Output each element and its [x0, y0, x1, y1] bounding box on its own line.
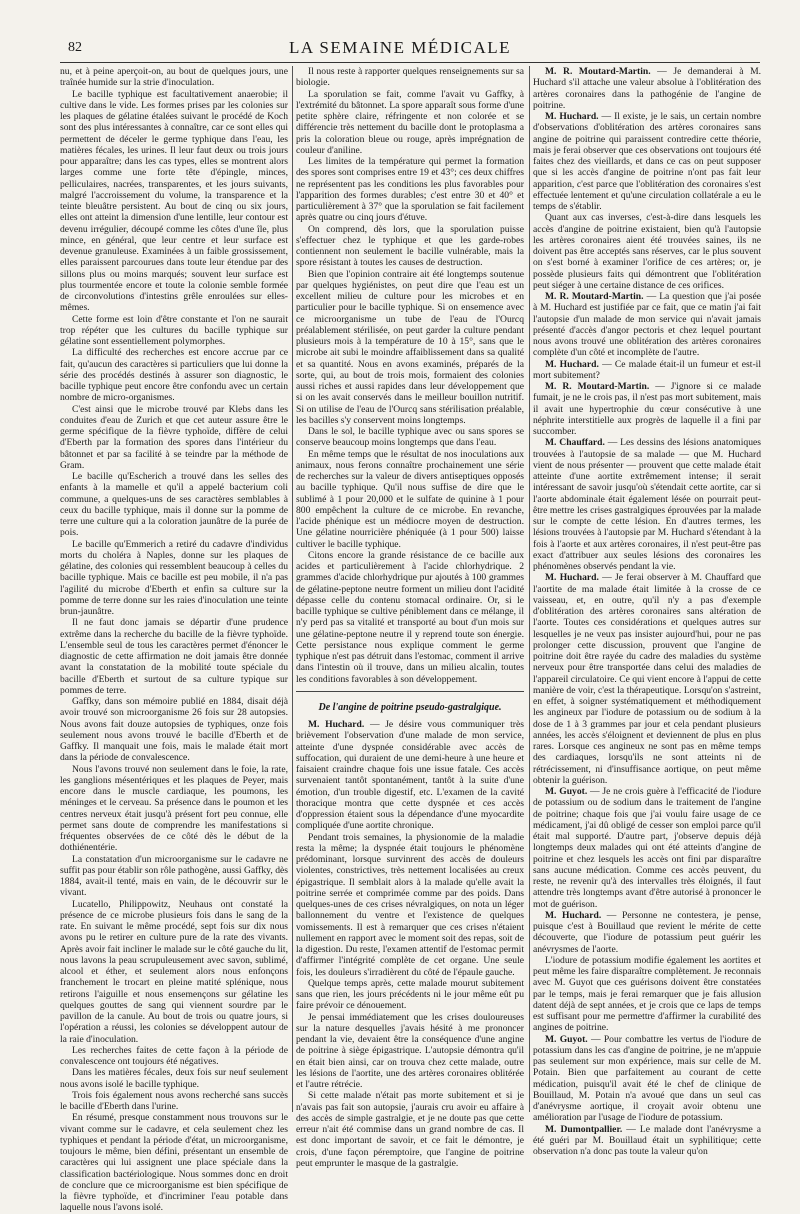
paragraph — [60, 696, 288, 764]
paragraph-text: C'est ainsi que le microbe trouvé par Klebs dans les conduites d'eau de Zurich et que cet auteur assure être le germe spécifique de la fièvre typhoïde, diffère de celui d'Eberth par la formation des spores dans l'intérieur du bâtonnet et par sa facilité à se teindre par la méthode de Gram. — [60, 403, 288, 471]
speaker-name: M. Huchard. — [545, 572, 599, 584]
paragraph — [533, 1034, 761, 1124]
paragraph — [296, 224, 524, 269]
paragraph — [296, 89, 524, 157]
paragraph — [60, 89, 288, 314]
text-columns — [60, 66, 762, 1214]
speaker-name: M. Guyot. — [545, 1033, 588, 1045]
speaker-name: M. R. Moutard-Martin. — [545, 66, 651, 77]
paragraph — [296, 1012, 524, 1091]
speaker-name: M. R. Moutard-Martin. — [545, 291, 644, 302]
paragraph-text: Citons encore la grande résistance de ce bacille aux acides et particulièrement à l'acide chlorhydrique. 2 grammes d'acide chlorhydrique pur ajoutés à 100 grammes de gélatine-peptone neutre forment un milieu dont l'acidité dépasse celle du contenu stomacal ordinaire. Or, si le bacille typhique se cultive péniblement dans ce mélange, il n'y perd pas sa vitalité et transporté au bout d'un mois sur une gélatine-peptone neutre il y reprend toute son énergie. Cette persistance nous explique comment le germe typhique n'est pas détruit dans l'estomac, comment il arrive dans l'intestin où il trouve, dans un milieu alcalin, toutes les conditions favorables à son développement. — [296, 549, 524, 685]
speaker-name: M. Dumontpallier. — [545, 1123, 623, 1135]
paragraph-text: — Je ferai observer à M. Chauffard que l'aortite de ma malade était limitée à la crosse de ce vaisseau, et, en outre, qu'il n'y a pas d'exemple d'oblitération des artères coronaires sans altération de l'aorte. Toutes ces considérations et quelques autres sur lesquelles je ne veux pas insister aujourd'hui, pour ne pas prolonger cette discussion, prouvent que l'angine de poitrine doit être rayée du cadre des maladies du système nerveux pour être transportée dans celui des maladies de l'appareil circulatoire. Ce qui vient encore à l'appui de cette manière de voir, c'est la thérapeutique. Lorsqu'on s'astreint, en effet, à soigner systématiquement et méthodiquement les angineux par l'iodure de potassium ou de sodium à la dose de 1 à 3 grammes par jour et cela pendant plusieurs années, les accès s'éloignent et deviennent de plus en plus rares. Lorsque ces angineux ne sont pas en même temps des cardiaques, lorsqu'ils ne sont atteints ni de rétrécissement, ni d'insuffisance aortique, on peut même obtenir la guérison. — [533, 572, 761, 786]
paragraph — [60, 617, 288, 696]
paragraph-text: L'iodure de potassium modifie également les aortites et peut même les faire disparaître complètement. Je reconnais avec M. Guyot que ces guérisons doivent être constatées par le temps, mais je ferai remarquer que je fais allusion datent déjà de sept années, et je crois que ce laps de temps est suffisant pour me permettre d'affirmer la curabilité des angines de poitrine. — [533, 954, 761, 1034]
paragraph — [533, 212, 761, 291]
paragraph-text: nu, et à peine aperçoit-on, au bout de quelques jours, une traînée humide sur la strie d'inoculation. — [60, 66, 288, 89]
header-rule — [60, 62, 760, 63]
paragraph-text: Bien que l'opinion contraire ait été longtemps soutenue par quelques hygiénistes, on peut dire que l'eau est un excellent milieu de culture pour les microbes et en particulier pour le bacille typhique. Si on ensemence avec ce microorganisme un tube de l'eau de l'Ourcq préalablement stérilisée, on peut garder la culture pendant plusieurs mois à la température de 10 à 15°, sans que le microbe ait subi le moindre affaiblissement dans sa qualité et sa quantité. Nous en avons examinés, préparés de la sorte, qui, au bout de trois mois, formaient des colonies aussi riches et aussi rapides dans leur développement que si on les avait conservés dans le meilleur bouillon nutritif. Si on utilise de l'eau de l'Ourcq sans stérilisation préalable, les bacilles s'y conservent moins longtemps. — [296, 268, 524, 426]
paragraph — [533, 437, 761, 572]
paragraph-text: En résumé, presque constamment nous trouvons sur le vivant comme sur le cadavre, et cela seulement chez les typhiques et pendant la période d'état, un microorganisme, toujours le même, bien défini, présentant un ensemble de caractères qui lui assignent une place spéciale dans la classification bactériologique. Nous sommes donc en droit de conclure que ce microorganisme est bien spécifique de la fièvre typhoïde, et d'incriminer l'eau potable dans laquelle nous l'avons isolé. — [60, 1112, 288, 1214]
paragraph — [60, 471, 288, 539]
paragraph-text: Quelque temps après, cette malade mourut subitement sans que rien, les jours précédents ni le jour même eût pu faire prévoir ce dénouement. — [296, 977, 524, 1012]
column-3 — [533, 66, 762, 1157]
paragraph-text: — Pour combattre les vertus de l'iodure de potassium dans les cas d'angine de poitrine, je ne m'appuie pas seulement sur mon expérience, mais sur celle de M. Potain. Bien que parfaitement au courant de cette médication, puisqu'il avait été le chef de clinique de Bouillaud, M. Potain n'a avoué que dans un seul cas d'anévrysme aortique, il croyait avoir obtenu une amélioration par l'usage de l'iodure de potassium. — [533, 1033, 761, 1124]
paragraph-text: Si cette malade n'était pas morte subitement et si je n'avais pas fait son autopsie, j'aurais cru avoir eu affaire à des accès de simple gastralgie, et je ne doute pas que cette erreur n'ait été commise dans un grand nombre de cas. Il est donc important de savoir, et ce fait le démontre, je crois, d'une façon péremptoire, que l'angine de poitrine peut emprunter le masque de la gastralgie. — [296, 1090, 524, 1169]
paragraph — [533, 1124, 761, 1158]
paragraph — [533, 66, 761, 111]
paragraph — [533, 910, 761, 955]
paragraph — [296, 269, 524, 427]
paragraph — [296, 1090, 524, 1169]
paragraph — [60, 314, 288, 348]
paragraph-text: — Il existe, je le sais, un certain nombre d'observations d'oblitération des artères coronaires sans angine de poitrine qui paraissent contredire cette théorie, mais je ferai observer que ces observations ont toujours été faites chez des vieillards, et dans ce cas on peut supposer que si les accès d'angine de poitrine n'ont pas fait leur apparition, c'est parce que l'oblitération des coronaires s'est effectuée lentement et qu'une circulation collatérale a eu le temps de s'établir. — [533, 111, 761, 212]
paragraph-text: Pendant trois semaines, la physionomie de la maladie resta la même; la dyspnée était toujours le phénomène prédominant, lorsque survinrent des accès de douleurs violentes, constrictives, très nettement localisées au creux épigastrique. Il semblait alors à la malade qu'elle avait la poitrine serrée et comprimée comme par des poids. Dans quelques-unes de ces crises névralgiques, on nota un léger ballonnement du ventre et l'existence de quelques vomissements. Il est à remarquer que ces crises n'étaient nullement en rapport avec le moment soit des repas, soit de la digestion. Du reste, l'examen attentif de l'estomac permit d'affirmer l'intégrité complète de cet organe. Une seule fois, les douleurs s'irradièrent du côté de l'épaule gauche. — [296, 831, 524, 978]
paragraph-text: — Je demanderai à M. Huchard s'il attache une valeur absolue à l'oblitération des artères coronaires dans la pathogénie de l'angine de poitrine. — [533, 66, 762, 111]
paragraph-text: Le bacille qu'Emmerich a retiré du cadavre d'individus morts du choléra à Naples, donne sur les plaques de gélatine, des colonies qui ressemblent beaucoup à celles du bacille typhique. Mais ce bacille est peu mobile, il n'a pas l'agilité du microbe d'Eberth et enfin sa culture sur la pomme de terre donne sur les raies d'inoculation une teinte brun-jaunâtre. — [60, 538, 288, 617]
paragraph — [60, 1045, 288, 1068]
paragraph-text: Les limites de la température qui permet la formation des spores sont comprises entre 19 et 43°; ces deux chiffres ne représentent pas les conditions les plus favorables pour l'apparition des formes durables; c'est entre 30 et 40° et particulièrement à 37° que la sporulation se fait facilement après quatre ou cinq jours d'étuve. — [296, 156, 524, 224]
paragraph-text: Nous l'avons trouvé non seulement dans le foie, la rate, les ganglions mésentériques et les plaques de Peyer, mais encore dans le muscle cardiaque, les poumons, les méninges et le cerveau. Sa présence dans le poumon et les centres nerveux était jusqu'à présent fort peu connue, elle permet sans doute de comprendre les manifestations si fréquentes observées de ce côté dès le début de la dothiénentérie. — [60, 763, 288, 854]
paragraph — [533, 955, 761, 1034]
paragraph — [60, 66, 288, 89]
paragraph-text: Dans le sol, le bacille typhique avec ou sans spores se conserve beaucoup moins longtemps que dans l'eau. — [296, 426, 524, 449]
paragraph — [60, 1112, 288, 1213]
paragraph — [296, 832, 524, 978]
page-number: 82 — [68, 40, 82, 55]
paragraph-text: — Je désire vous communiquer très brièvement l'observation d'une malade de mon service, atteinte d'une dyspnée considérable avec accès de suffocation, qui duraient de une demi-heure à une heure et faisaient craindre chaque fois une issue fatale. Ces accès survenaient tantôt spontanément, tantôt à la suite d'une émotion, d'un trouble digestif, etc. L'examen de la cavité thoracique montra que cette dyspnée et ces accès d'oppression étaient sous la dépendance d'une myocardite compliquée d'une aortite chronique. — [296, 719, 524, 832]
speaker-name: M. R. Moutard-Martin. — [545, 381, 650, 392]
journal-title: LA SEMAINE MÉDICALE — [288, 38, 512, 57]
paragraph-text: Le bacille qu'Escherich a trouvé dans les selles des enfants à la mamelle et qu'il a appelé bacterium coli commune, a quelques-uns de ses caractères semblables à ceux du bacille typhique, mais il donne sur la pomme de terre une culture qui a la coloration jaunâtre de la purée de pois. — [60, 471, 288, 539]
paragraph-text: Lucatello, Philippowitz, Neuhaus ont constaté la présence de ce microbe plusieurs fois dans le sang de la rate. En suivant le même procédé, sept fois sur dix nous avons pu le retirer en culture pure de la rate des vivants. Après avoir fait incliner le malade sur le côté gauche du lit, nous lavons la peau scrupuleusement avec savon, sublimé, alcool et éther, et seulement alors nous enfonçons franchement le trocart en pleine matité splénique, nous retirons l'aiguille et nous ensemençons sur gélatine les quelques gouttes de sang qui viennent sourdre par le pavillon de la canule. Au bout de trois ou quatre jours, si l'opération a réussi, les colonies se développent autour de la raie d'inoculation. — [60, 898, 288, 1045]
paragraph — [296, 719, 524, 832]
paragraph — [533, 381, 761, 437]
paragraph — [296, 550, 524, 685]
paragraph-text: — Je ne crois guère à l'efficacité de l'iodure de potassium ou de sodium dans le traitement de l'angine de poitrine; chaque fois que j'ai voulu faire usage de ce médicament, j'ai dû obligé de cesser son emploi parce qu'il était mal supporté. D'autre part, j'observe depuis déjà longtemps deux malades qui ont été atteints d'angine de poitrine et chez lesquels les accès ont fini par disparaître sans aucune médication. Comme ces accès peuvent, du reste, ne revenir qu'à des intervalles très éloignés, il faut attendre très longtemps avant d'être autorisé à prononcer le mot de guérison. — [533, 786, 762, 910]
paragraph — [60, 854, 288, 899]
column-divider — [529, 66, 530, 1112]
paragraph-text: — J'ignore si ce malade fumait, je ne le crois pas, il n'est pas mort subitement, mais il avait une hypertrophie du cœur consécutive à une néphrite interstitielle aux progrès de laquelle il a fini par succomber. — [533, 381, 762, 437]
paragraph-text: Il ne faut donc jamais se départir d'une prudence extrême dans la recherche du bacille de la fièvre typhoïde. L'ensemble seul de tous les caractères permet d'énoncer le diagnostic de cette affirmation ne doit jamais être donnée avant la constatation de la mobilité toute spéciale du bacille d'Eberth et surtout de sa culture typique sur pommes de terre. — [60, 617, 288, 696]
speaker-name: M. Chauffard. — [545, 437, 605, 449]
paragraph — [533, 572, 761, 786]
section-rule — [296, 691, 524, 692]
paragraph — [60, 1090, 288, 1113]
speaker-name: M. Huchard. — [545, 358, 599, 370]
paragraph-text: — Personne ne contestera, je pense, puisque c'est à Bouillaud que revient le mérite de cette découverte, que l'iodure de potassium peut guérir les anévrysmes de l'aorte. — [533, 909, 761, 955]
paragraph-text: Je pensai immédiatement que les crises douloureuses sur la nature desquelles j'avais hésité à me prononcer pendant la vie, devaient être la conséquence d'une angine de poitrine à siège épigastrique. L'autopsie démontra qu'il en était bien ainsi, car on trouva chez cette malade, outre les lésions de l'aortite, une des artères coronaires oblitérée et l'autre rétrécie. — [296, 1011, 524, 1090]
paragraph — [533, 111, 761, 212]
speaker-name: M. Huchard. — [545, 111, 599, 122]
paragraph-text: En même temps que le résultat de nos inoculations aux animaux, nous ferons connaître prochainement une série de recherches sur la valeur de divers antiseptiques opposés au bacille typhique. Qu'il nous suffise de dire que le sublimé à 1 pour 20,000 et le sulfate de quinine à 1 pour 800 empêchent la culture de ce microbe. En revanche, l'acide phénique est un médiocre moyen de destruction. Une gélatine nourricière phéniquée (à 1 pour 500) laisse cultiver le bacille typhique. — [296, 448, 524, 550]
page-header — [0, 38, 800, 60]
paragraph-text: On comprend, dès lors, que la sporulation puisse s'effectuer chez le typhique et que les garde-robes contiennent non seulement le bacille vulnérable, mais la spore résistant à toutes les causes de destruction. — [296, 223, 524, 269]
paragraph-text: La sporulation se fait, comme l'avait vu Gaffky, à l'extrémité du bâtonnet. La spore apparaît sous forme d'une petite sphère claire, réfringente et non colorée et se différencie très nettement du bacille dont le protoplasma a pris la coloration bleue ou rouge, après imprégnation de couleur d'aniline. — [296, 88, 524, 156]
paragraph-text: — Les dessins des lésions anatomiques trouvées à l'autopsie de sa malade — que M. Huchard vient de nous présenter — prouvent que cette malade était atteinte d'une aortite extrêmement intense; il serait intéressant de savoir jusqu'où s'étendait cette aortite, car si l'aorte abdominale était également lésée on pourrait peut-être mettre les crises gastralgiques éprouvées par la malade sur le compte de cette lésion. En d'autres termes, les lésions trouvées à l'autopsie par M. Huchard s'étendant à la fois à l'aorte et aux artères coronaires, il n'est peut-être pas exact d'attribuer aux seules lésions des coronaires les phénomènes observés pendant la vie. — [533, 437, 761, 572]
column-2 — [296, 66, 524, 1169]
paragraph-text: Quant aux cas inverses, c'est-à-dire dans lesquels les accès d'angine de poitrine existaient, bien qu'à l'autopsie les artères coronaires aient été trouvées saines, ils ne doivent pas être acceptés sans réserves, car le plus souvent on s'est borné à examiner l'orifice de ces artères; or, je possède plusieurs faits qui démontrent que l'oblitération peut siéger à une certaine distance de ces orifices. — [533, 212, 761, 291]
paragraph — [296, 426, 524, 449]
paragraph-text: — Ce malade était-il un fumeur et est-il mort subitement? — [533, 358, 761, 381]
speaker-name: M. Huchard. — [545, 909, 602, 921]
paragraph-text: La constatation d'un microorganisme sur le cadavre ne suffit pas pour établir son rôle pathogène, aussi Gaffky, dès 1884, avait-il tenté, mais en vain, de le découvrir sur le vivant. — [60, 853, 288, 899]
paragraph — [60, 1067, 288, 1090]
paragraph-text: La difficulté des recherches est encore accrue par ce fait, qu'aucun des caractères si particuliers que lui donne la série des procédés destinés à assurer son diagnostic, le bacille typhique peut encore être confondu avec un certain nombre de micro-organismes. — [60, 347, 288, 404]
paragraph-text: — Le malade dont l'anévrysme a été guéri par M. Bouillaud était un syphilitique; cette observation n'a donc pas toute la valeur qu'on — [533, 1123, 761, 1157]
paragraph-text: Dans les matières fécales, deux fois sur neuf seulement nous avons isolé le bacille typhique. — [60, 1067, 288, 1090]
paragraph — [60, 404, 288, 472]
paragraph — [533, 291, 761, 359]
paragraph — [296, 449, 524, 550]
speaker-name: M. Huchard. — [308, 719, 365, 730]
paragraph-text: Le bacille typhique est facultativement anaerobie; il cultive dans le vide. Les formes prises par les colonies sur les plaques de gélatine étalées suivant le procédé de Koch sont des plus intéressantes à connaître, car ce sont elles qui permettent de déceler le germe typhique dans l'eau, les matières fécales, les urines. Il leur faut deux ou trois jours pour apparaître; dans les cas types, elles se montrent alors larges comme une forte tête d'épingle, minces, pelliculaires, nacrées, transparentes, et les jours suivants, malgré l'accroissement du volume, la transparence et la teinte bleuâtre persistent. Au bout de cinq ou six jours, elles ont atteint la dimension d'une lentille, leur contour est devenu irrégulier, découpé comme les côtes d'une île, plus mince, en général, que leur centre et leur surface est devenue granuleuse. Examinées à un faible grossissement, elles paraissent parcourues dans toute leur étendue par des sillons plus ou moins marqués; souvent leur surface est plus tourmentée encore et toute la colonie semble formée de circonvolutions d'intestins grêle enroulées sur elles-mêmes. — [60, 88, 288, 314]
paragraph-text: Trois fois également nous avons recherché sans succès le bacille d'Eberth dans l'urine. — [60, 1089, 288, 1112]
paragraph-text: Les recherches faites de cette façon à la période de convalescence ont toujours été négatives. — [60, 1044, 288, 1067]
paragraph-text: Cette forme est loin d'être constante et l'on ne saurait trop répéter que les cultures du bacille typhique sur gélatine sont essentiellement polymorphes. — [60, 313, 288, 347]
paragraph — [296, 156, 524, 224]
paragraph — [60, 764, 288, 854]
speaker-name: M. Guyot. — [545, 786, 588, 797]
section-title: De l'angine de poitrine pseudo-gastralgique. — [318, 701, 502, 713]
paragraph — [533, 786, 761, 910]
paragraph — [533, 359, 761, 382]
paragraph — [296, 978, 524, 1012]
paragraph — [60, 539, 288, 618]
paragraph-text: — La question que j'ai posée à M. Huchard est justifiée par ce fait, que ce matin j'ai fait l'autopsie d'un malade de mon service qui n'avait jamais présenté d'accès d'angor pectoris et chez lequel pourtant nous avons trouvé une oblitération des artères coronaires complète d'un côté et incomplète de l'autre. — [533, 291, 761, 359]
paragraph — [60, 347, 288, 403]
paragraph — [296, 66, 524, 89]
paragraph — [60, 899, 288, 1045]
column-divider — [292, 66, 293, 1112]
paragraph-text: Gaffky, dans son mémoire publié en 1884, disait déjà avoir trouvé son microorganisme 26 fois sur 28 autopsies. Nous avons fait douze autopsies de typhiques, onze fois seulement nous avons trouvé le bacille d'Eberth et de Gaffky. Il manquait une fois, mais le malade était mort dans la période de convalescence. — [60, 696, 288, 764]
paragraph-text: Il nous reste à rapporter quelques renseignements sur sa biologie. — [296, 66, 524, 89]
column-1 — [60, 66, 288, 1214]
